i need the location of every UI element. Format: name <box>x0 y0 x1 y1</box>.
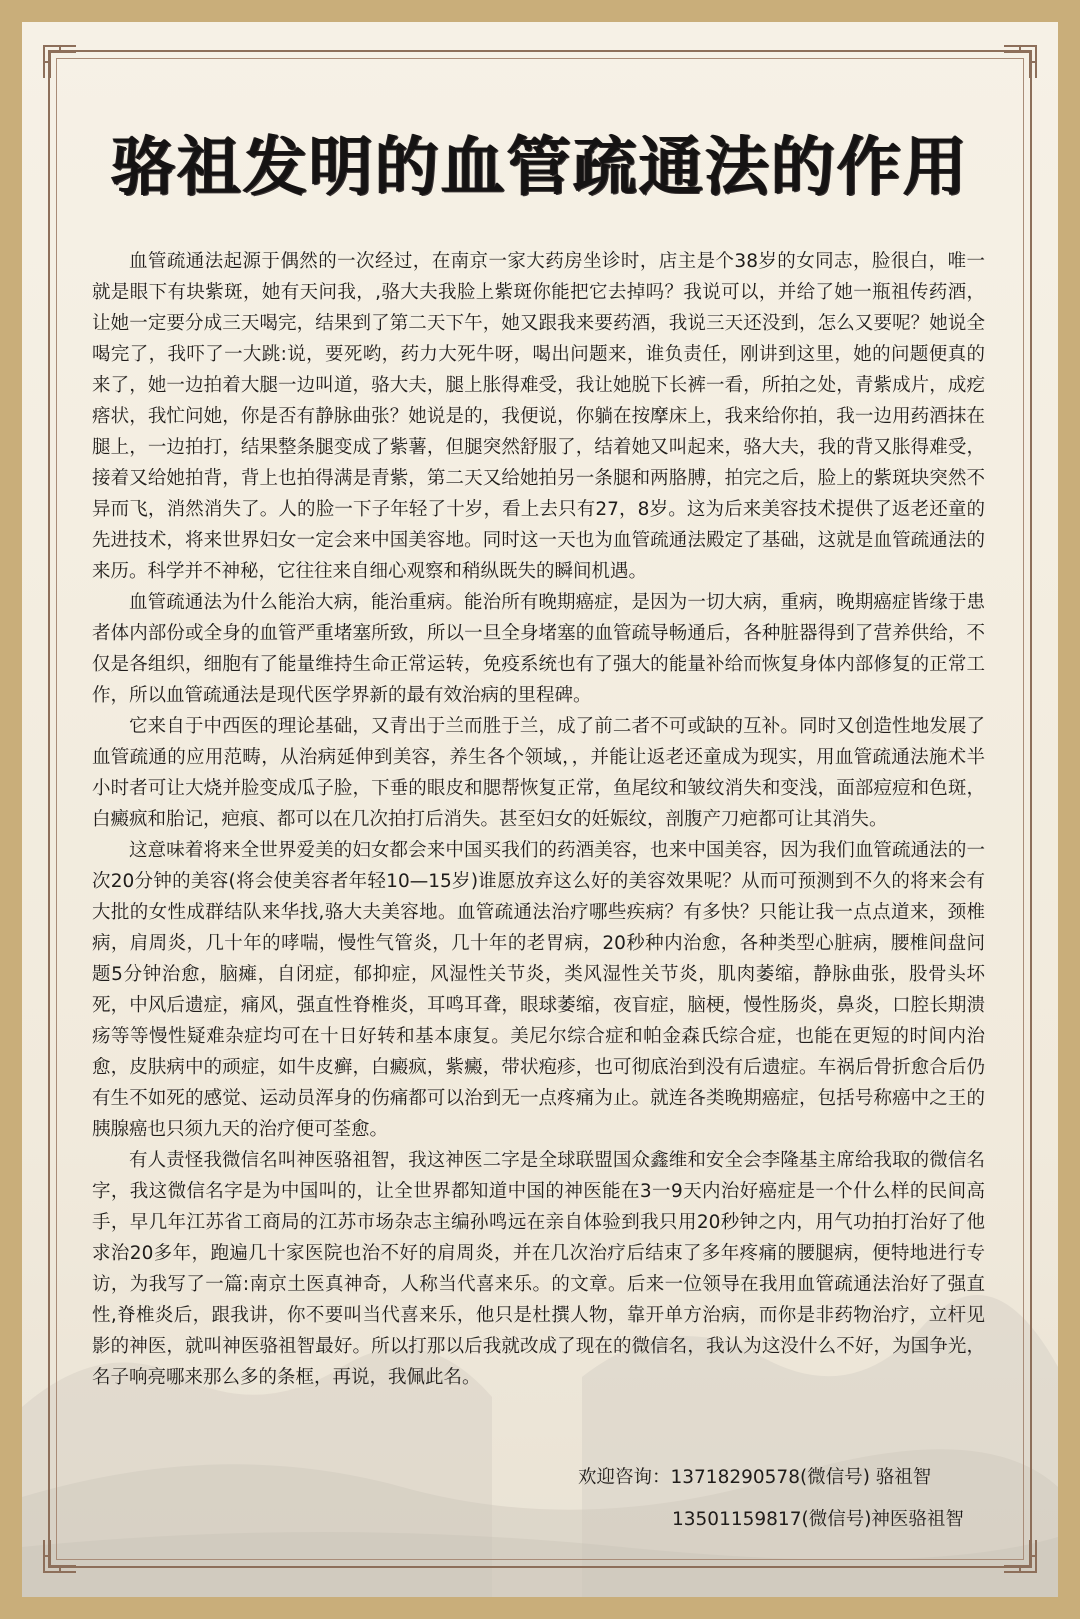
article-body <box>92 246 985 1393</box>
paragraph-why-it-works: 血管疏通法为什么能治大病，能治重病。能治所有晚期癌症，是因为一切大病，重病，晚期癌症皆缘于患者体内部份或全身的血管严重堵塞所致，所以一旦全身堵塞的血管疏导畅通后，各种脏器得到了营养供给，不仅是各组织，细胞有了能量维持生命正常运转，免疫系统也有了强大的能量补给而恢复身体内部修复的正常工作，所以血管疏通法是现代医学界新的最有效治病的里程碑。 <box>92 592 985 706</box>
paragraph-diseases: 这意味着将来全世界爱美的妇女都会来中国买我们的药酒美容，也来中国美容，因为我们血管疏通法的一次20分钟的美容(将会使美容者年轻10—15岁)谁愿放弃这么好的美容效果呢？从而可预测到不久的将来会有大批的女性成群结队来华找,骆大夫美容地。血管疏通法治疗哪些疾病？有多快？只能让我一点点道来，颈椎病，肩周炎，几十年的哮喘，慢性气管炎，几十年的老胃病，20秒种内治愈，各种类型心脏病，腰椎间盘问题5分钟治愈，脑瘫，自闭症，郁抑症，风湿性关节炎，类风湿性关节炎，肌肉萎缩，静脉曲张，股骨头坏死，中风后遗症，痛风，强直性脊椎炎，耳鸣耳聋，眼球萎缩，夜盲症，脑梗，慢性肠炎，鼻炎，口腔长期溃疡等等慢性疑难杂症均可在十日好转和基本康复。美尼尔综合症和帕金森氏综合症，也能在更短的时间内治愈，皮肤病中的顽症，如牛皮癣，白癜疯，紫癜，带状疱疹，也可彻底治到没有后遗症。车祸后骨折愈合后仍有生不如死的感觉、运动员浑身的伤痛都可以治到无一点疼痛为止。就连各类晚期癌症，包括号称癌中之王的胰腺癌也只须九天的治疗便可荃愈。 <box>92 840 985 1140</box>
frame-corner-ornament-icon <box>40 1536 80 1576</box>
page-title: 骆祖发明的血管疏通法的作用 <box>111 130 969 205</box>
paragraph-origin: 血管疏通法起源于偶然的一次经过，在南京一家大药房坐诊时，店主是个38岁的女同志，脸很白，唯一就是眼下有块紫斑，她有天问我，,骆大夫我脸上紫斑你能把它去掉吗？我说可以，并给了她一瓶祖传药酒，让她一定要分成三天喝完，结果到了第二天下午，她又跟我来要药酒，我说三天还没到，怎么又要呢？她说全喝完了，我吓了一大跳:说，要死哟，药力大死牛呀，喝出问题来，谁负责任，刚讲到这里，她的问题便真的来了，她一边拍着大腿一边叫道，骆大夫，腿上胀得难受，我让她脱下长裤一看，所拍之处，青紫成片，成疙瘩状，我忙问她，你是否有静脉曲张？她说是的，我便说，你躺在按摩床上，我来给你拍，我一边用药酒抹在腿上，一边拍打，结果整条腿变成了紫薯，但腿突然舒服了，结着她又叫起来，骆大夫，我的背又胀得难受，接着又给她拍背，背上也拍得满是青紫，第二天又给她拍另一条腿和两胳膊，拍完之后，脸上的紫斑块突然不异而飞，消然消失了。人的脸一下子年轻了十岁，看上去只有27，8岁。这为后来美容技术提供了返老还童的先进技术，将来世界妇女一定会来中国美容地。同时这一天也为血管疏通法殿定了基础，这就是血管疏通法的来历。科学并不神秘，它往往来自细心观察和稍纵既失的瞬间机遇。 <box>92 251 985 582</box>
paragraph-theory: 它来自于中西医的理论基础，又青出于兰而胜于兰，成了前二者不可或缺的互补。同时又创造性地发展了血管疏通的应用范畴，从治病延伸到美容，养生各个领域，，并能让返老还童成为现实，用血管疏通法施术半小时者可让大烧并脸变成瓜子脸，下垂的眼皮和腮帮恢复正常，鱼尾纹和皱纹消失和变浅，面部痘痘和色斑，白癜疯和胎记，疤痕、都可以在几次拍打后消失。甚至妇女的妊娠纹，剖腹产刀疤都可让其消失。 <box>92 716 985 830</box>
paragraph-wechat-name: 有人责怪我微信名叫神医骆祖智，我这神医二字是全球联盟国众鑫维和安全会李隆基主席给我取的微信名字，我这微信名字是为中国叫的，让全世界都知道中国的神医能在3一9天内治好癌症是一个什么样的民间高手，早几年江苏省工商局的江苏市场杂志主编孙鸣远在亲自体验到我只用20秒钟之内，用气功拍打治好了他求治20多年，跑遍几十家医院也治不好的肩周炎，并在几次治疗后结束了多年疼痛的腰腿病，便特地进行专访，为我写了一篇:南京土医真神奇，人称当代喜来乐。的文章。后来一位领导在我用血管疏通法治好了强直性,脊椎炎后，跟我讲，你不要叫当代喜来乐，他只是杜撰人物，靠开单方治病，而你是非药物治疗，立杆见影的神医，就叫神医骆祖智最好。所以打那以后我就改成了现在的微信名，我认为这没什么不好，为国争光，名子响亮哪来那么多的条框，再说，我佩此名。 <box>92 1150 985 1388</box>
frame-corner-ornament-icon <box>1000 42 1040 82</box>
frame-corner-ornament-icon <box>40 42 80 82</box>
contact-line-2: 13501159817(微信号)神医骆祖智 <box>672 1509 964 1530</box>
frame-corner-ornament-icon <box>1000 1536 1040 1576</box>
contact-line-1: 欢迎咨询：13718290578(微信号) 骆祖智 <box>578 1467 932 1488</box>
